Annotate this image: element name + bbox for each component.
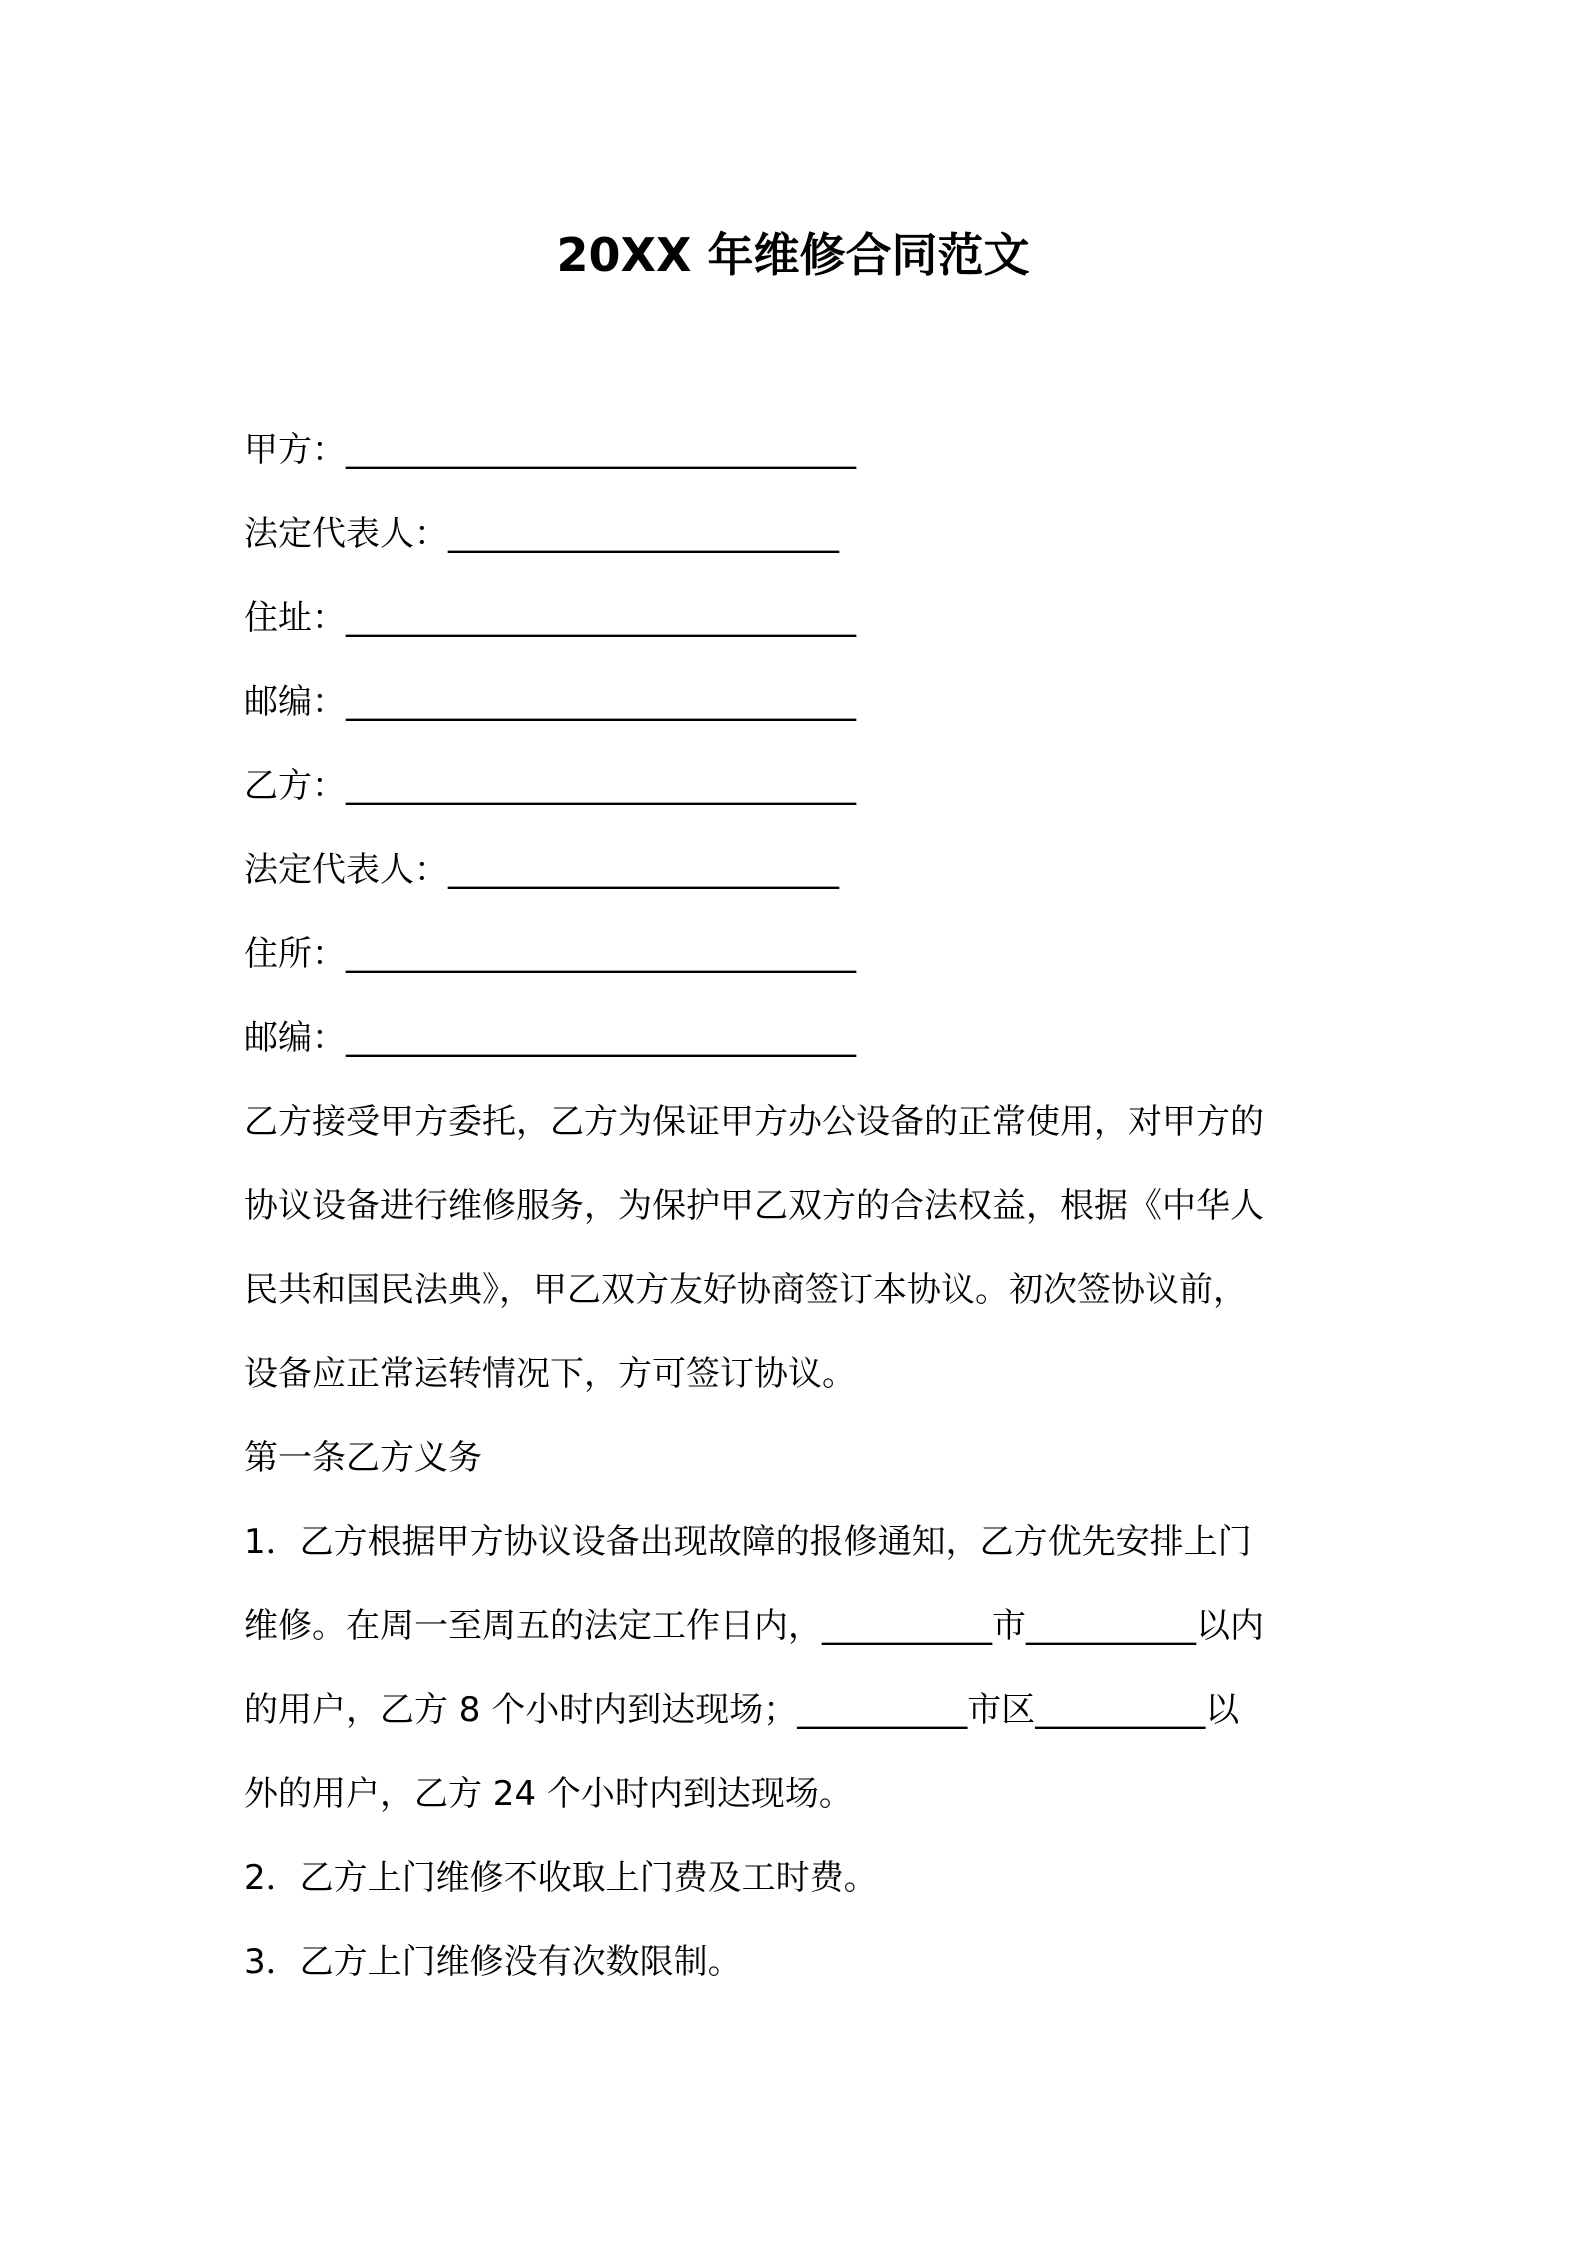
clause-1-line: 外的用户，乙方 24 个小时内到达现场。 <box>244 1774 853 1814</box>
clause-2: 2．乙方上门维修不收取上门费及工时费。 <box>244 1858 878 1898</box>
clause-3: 3．乙方上门维修没有次数限制。 <box>244 1942 742 1982</box>
party-b-representative-field: 法定代表人：_______________________ <box>244 850 839 890</box>
document-body <box>244 408 1366 2004</box>
preamble-line: 民共和国民法典》，甲乙双方友好协商签订本协议。初次签协议前， <box>244 1270 1247 1310</box>
clause-1-line: 的用户，乙方 8 个小时内到达现场；__________市区__________以 <box>244 1690 1240 1730</box>
article-1-heading: 第一条乙方义务 <box>244 1438 482 1478</box>
clause-1-line: 1．乙方根据甲方协议设备出现故障的报修通知，乙方优先安排上门 <box>244 1522 1252 1562</box>
preamble-line: 协议设备进行维修服务，为保护甲乙双方的合法权益，根据《中华人 <box>244 1186 1264 1226</box>
clause-1-line: 维修。在周一至周五的法定工作日内，__________市__________以内 <box>244 1606 1264 1646</box>
party-a-address-field: 住址：______________________________ <box>244 598 856 638</box>
party-a-representative-field: 法定代表人：_______________________ <box>244 514 839 554</box>
party-b-postcode-field: 邮编：______________________________ <box>244 1018 856 1058</box>
preamble-line: 设备应正常运转情况下，方可签订协议。 <box>244 1354 856 1394</box>
preamble-line: 乙方接受甲方委托，乙方为保证甲方办公设备的正常使用，对甲方的 <box>244 1102 1264 1142</box>
party-b-field: 乙方：______________________________ <box>244 766 856 806</box>
document-title: 20XX 年维修合同范文 <box>556 228 1030 282</box>
party-a-postcode-field: 邮编：______________________________ <box>244 682 856 722</box>
party-b-residence-field: 住所：______________________________ <box>244 934 856 974</box>
party-a-field: 甲方：______________________________ <box>244 430 856 470</box>
